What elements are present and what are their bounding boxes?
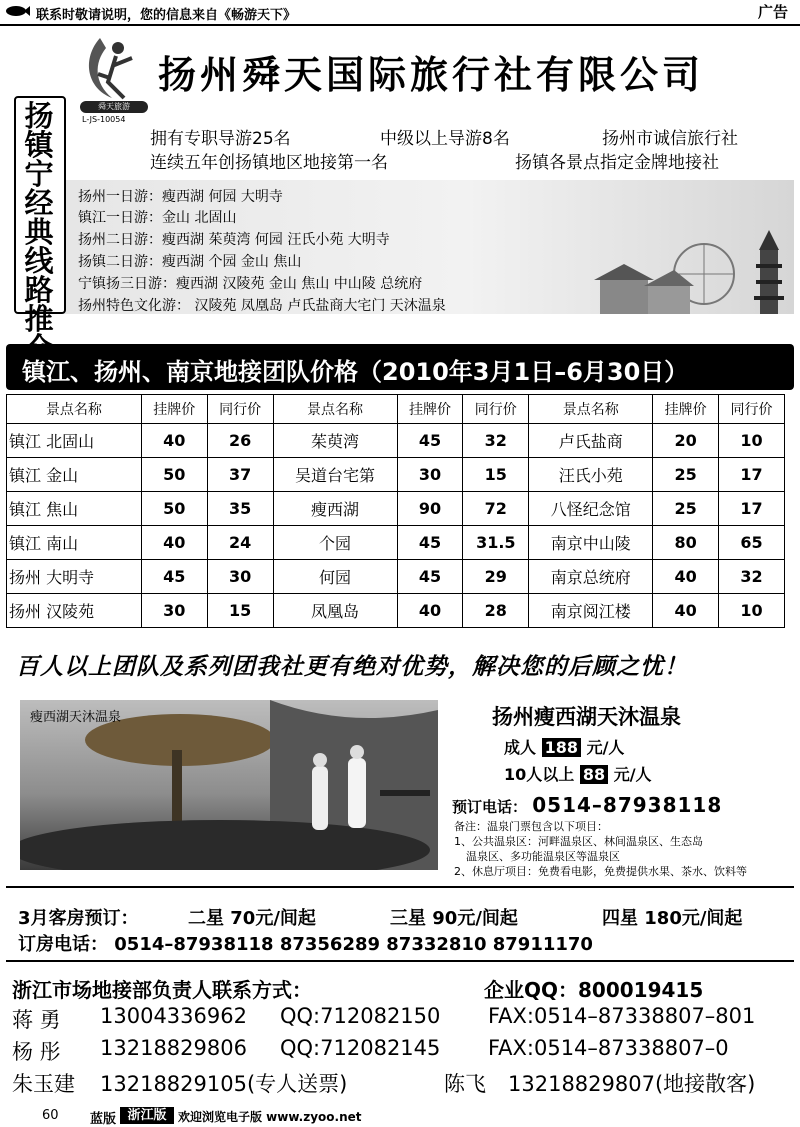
trade-price: 15 xyxy=(463,458,529,492)
info-senior-guides: 中级以上导游8名 xyxy=(380,129,510,149)
note-line: 备注：温泉门票包含以下项目： xyxy=(454,820,608,833)
adult-label: 成人 xyxy=(504,738,537,757)
list-price: 30 xyxy=(141,594,207,628)
booking-phone: 0514–87938118 xyxy=(532,793,723,817)
spot-name: 扬州 汉陵苑 xyxy=(7,594,142,628)
footer xyxy=(0,1106,800,1127)
table-row xyxy=(7,458,785,492)
spot-name: 卢氏盐商 xyxy=(529,424,653,458)
hot-spring-scene xyxy=(20,700,438,870)
trade-price: 17 xyxy=(719,458,785,492)
route-side-title: 扬镇宁经典线路推 xyxy=(24,99,54,336)
edition-badge: 浙江版 xyxy=(120,1107,174,1124)
list-price: 25 xyxy=(653,458,719,492)
route-item: 镇江一日游：金山 北固山 xyxy=(78,210,237,226)
ad-label: 广告 xyxy=(750,2,796,22)
price-title: 镇江、扬州、南京地接团队价格（2010年3月1日–6月30日） xyxy=(22,358,689,386)
trade-price: 35 xyxy=(207,492,273,526)
list-price: 45 xyxy=(141,560,207,594)
group-slogan: 百人以上团队及系列团我社更有绝对优势，解决您的后顾之忧！ xyxy=(16,654,688,680)
spot-name: 茱萸湾 xyxy=(273,424,397,458)
spot-name: 南京中山陵 xyxy=(529,526,653,560)
trade-price: 65 xyxy=(719,526,785,560)
room-four-star: 四星 180元/间起 xyxy=(602,908,743,929)
list-price: 40 xyxy=(653,560,719,594)
spot-name: 凤凰岛 xyxy=(273,594,397,628)
spot-name: 何园 xyxy=(273,560,397,594)
contact-phone: 13218829105(专人送票) xyxy=(100,1072,348,1096)
adult-price: 188 xyxy=(542,738,581,757)
contact-phone: 13004336962 xyxy=(100,1004,247,1028)
note-line: 1、公共温泉区：河畔温泉区、林间温泉区、生态岛 xyxy=(454,835,703,848)
list-price: 45 xyxy=(397,560,463,594)
info-guides: 拥有专职导游25名 xyxy=(150,129,291,149)
list-price: 30 xyxy=(397,458,463,492)
hot-spring-photo xyxy=(20,700,438,870)
price-title-bar xyxy=(6,344,794,390)
group-price: 88 xyxy=(580,765,608,784)
fish-logo-icon xyxy=(4,4,30,18)
contact-fax: FAX:0514–87338807–801 xyxy=(488,1004,756,1028)
qq-number: 800019415 xyxy=(578,978,704,1002)
adult-unit: 元/人 xyxy=(586,738,625,757)
table-row xyxy=(7,424,785,458)
route-item: 扬州二日游：瘦西湖 茱萸湾 何园 汪氏小苑 大明寺 xyxy=(78,232,390,248)
price-table xyxy=(6,394,785,628)
note-line: 温泉区、多功能温泉区等温泉区 xyxy=(466,850,620,863)
trade-price: 17 xyxy=(719,492,785,526)
trade-price: 26 xyxy=(207,424,273,458)
spot-name: 扬州 大明寺 xyxy=(7,560,142,594)
list-price: 40 xyxy=(141,526,207,560)
room-two-star: 二星 70元/间起 xyxy=(188,908,316,929)
spot-name: 瘦西湖 xyxy=(273,492,397,526)
company-name: 扬州舜天国际旅行社有限公司 xyxy=(158,53,705,97)
route-item: 扬州特色文化游： 汉陵苑 凤凰岛 卢氏盐商大宅门 天沐温泉 xyxy=(78,298,446,314)
col-header: 挂牌价 xyxy=(653,395,719,424)
trade-price: 29 xyxy=(463,560,529,594)
website-link[interactable]: 欢迎浏览电子版 www.zyoo.net xyxy=(178,1110,362,1124)
list-price: 40 xyxy=(653,594,719,628)
spot-name: 南京总统府 xyxy=(529,560,653,594)
list-price: 40 xyxy=(141,424,207,458)
list-price: 45 xyxy=(397,424,463,458)
col-header: 挂牌价 xyxy=(141,395,207,424)
group-label: 10人以上 xyxy=(504,765,575,784)
source-notice: 联系时敬请说明，您的信息来自《畅游天下》 xyxy=(36,8,297,23)
list-price: 20 xyxy=(653,424,719,458)
room-label: 3月客房预订： xyxy=(18,908,139,929)
contact-heading: 浙江市场地接部负责人联系方式： xyxy=(12,978,312,1002)
trade-price: 32 xyxy=(719,560,785,594)
trade-price: 15 xyxy=(207,594,273,628)
table-row xyxy=(7,526,785,560)
group-unit: 元/人 xyxy=(613,765,652,784)
booking-line xyxy=(452,793,722,817)
spot-name: 八怪纪念馆 xyxy=(529,492,653,526)
contact-qq: QQ:712082150 xyxy=(280,1004,441,1028)
col-header: 景点名称 xyxy=(7,395,142,424)
contact-name: 蒋 勇 xyxy=(12,1008,61,1032)
col-header: 景点名称 xyxy=(273,395,397,424)
trade-price: 72 xyxy=(463,492,529,526)
trade-price: 32 xyxy=(463,424,529,458)
spot-name: 镇江 金山 xyxy=(7,458,142,492)
qq-label: 企业QQ： xyxy=(484,978,579,1002)
list-price: 50 xyxy=(141,458,207,492)
top-strip xyxy=(0,0,800,26)
list-price: 45 xyxy=(397,526,463,560)
spot-name: 镇江 焦山 xyxy=(7,492,142,526)
note-line: 2、休息厅项目：免费看电影，免费提供水果、茶水、饮料等 xyxy=(454,865,747,878)
info-first-place: 连续五年创扬镇地区地接第一名 xyxy=(150,153,388,173)
table-row xyxy=(7,492,785,526)
trade-price: 30 xyxy=(207,560,273,594)
list-price: 40 xyxy=(397,594,463,628)
contact-phone: 13218829807(地接散客) xyxy=(508,1072,756,1096)
info-honest-agency: 扬州市诚信旅行社 xyxy=(602,129,738,149)
col-header: 景点名称 xyxy=(529,395,653,424)
hot-spring-title: 扬州瘦西湖天沐温泉 xyxy=(492,705,681,729)
list-price: 50 xyxy=(141,492,207,526)
info-gold-agency: 扬镇各景点指定金牌地接社 xyxy=(515,153,719,173)
contact-name: 朱玉建 xyxy=(12,1072,75,1096)
list-price: 90 xyxy=(397,492,463,526)
contact-fax: FAX:0514–87338807–0 xyxy=(488,1036,729,1060)
logo-name: 舜天旅游 xyxy=(80,101,148,113)
route-item: 扬镇二日游：瘦西湖 个园 金山 焦山 xyxy=(78,254,302,270)
contact-phone: 13218829806 xyxy=(100,1036,247,1060)
trade-price: 10 xyxy=(719,594,785,628)
room-phones: 订房电话： 0514–87938118 87356289 87332810 87911170 xyxy=(18,934,593,955)
spot-name: 汪氏小苑 xyxy=(529,458,653,492)
contact-name: 陈飞 xyxy=(444,1072,486,1096)
spot-name: 吴道台宅第 xyxy=(273,458,397,492)
group-price-row xyxy=(504,762,652,785)
spot-name: 镇江 北固山 xyxy=(7,424,142,458)
divider xyxy=(6,960,794,962)
col-header: 同行价 xyxy=(207,395,273,424)
table-header-row xyxy=(7,395,785,424)
col-header: 同行价 xyxy=(463,395,529,424)
route-item: 扬州一日游：瘦西湖 何园 大明寺 xyxy=(78,189,283,205)
route-item: 宁镇扬三日游：瘦西湖 汉陵苑 金山 焦山 中山陵 总统府 xyxy=(78,276,423,292)
adult-price-row xyxy=(504,735,624,758)
company-qq xyxy=(484,974,703,1003)
trade-price: 31.5 xyxy=(463,526,529,560)
trade-price: 37 xyxy=(207,458,273,492)
list-price: 80 xyxy=(653,526,719,560)
booking-label: 预订电话： xyxy=(452,798,528,816)
divider xyxy=(6,886,794,888)
table-row xyxy=(7,560,785,594)
contact-name: 杨 彤 xyxy=(12,1040,61,1064)
photo-caption: 瘦西湖天沐温泉 xyxy=(30,710,122,725)
pagoda-scenery xyxy=(584,230,794,314)
trade-price: 24 xyxy=(207,526,273,560)
trade-price: 10 xyxy=(719,424,785,458)
table-row xyxy=(7,594,785,628)
spot-name: 镇江 南山 xyxy=(7,526,142,560)
spot-name: 南京阅江楼 xyxy=(529,594,653,628)
page-number: 60 xyxy=(42,1108,59,1123)
room-three-star: 三星 90元/间起 xyxy=(390,908,518,929)
edition-color: 蓝版 xyxy=(90,1112,117,1127)
trade-price: 28 xyxy=(463,594,529,628)
spot-name: 个园 xyxy=(273,526,397,560)
list-price: 25 xyxy=(653,492,719,526)
contact-qq: QQ:712082145 xyxy=(280,1036,441,1060)
license-number: L-JS-10054 xyxy=(82,115,126,124)
col-header: 同行价 xyxy=(719,395,785,424)
col-header: 挂牌价 xyxy=(397,395,463,424)
